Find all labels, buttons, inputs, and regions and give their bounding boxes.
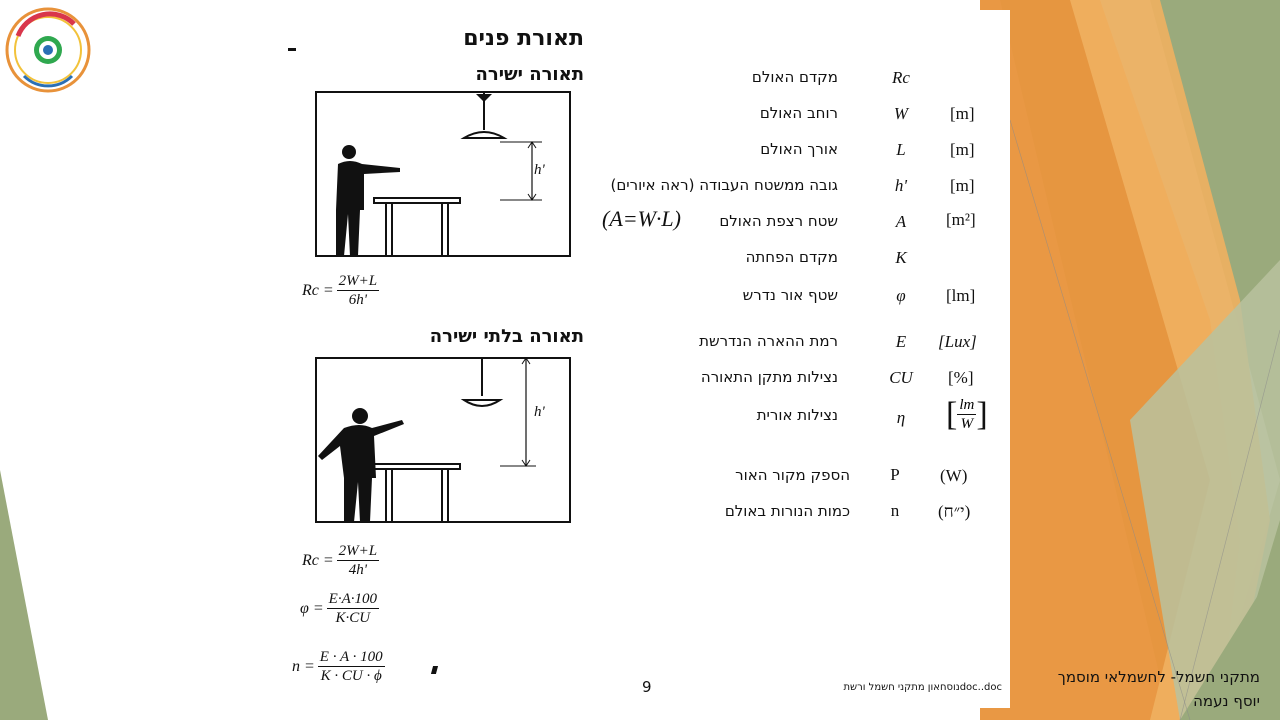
formula-rc-direct-lhs: Rc = xyxy=(302,281,334,299)
legend-symbol: φ xyxy=(896,286,906,305)
formula-phi-numerator: E·A·100 xyxy=(328,591,377,607)
formula-n-lhs: n = xyxy=(292,657,315,675)
formula-rc-indirect-denominator: 4h' xyxy=(348,562,368,578)
legend-table xyxy=(262,10,1010,708)
left-background-shapes xyxy=(0,0,262,720)
legend-unit: [m] xyxy=(950,104,975,123)
legend-symbol: E xyxy=(895,332,907,351)
legend-unit: [m] xyxy=(950,140,975,159)
legend-symbol: n xyxy=(890,501,900,520)
legend-label: אורך האולם xyxy=(760,140,838,158)
legend-symbol: Rc xyxy=(892,68,910,87)
formula-rc-direct-numerator: 2W+L xyxy=(338,273,378,289)
legend-label: כמות הנורות באולם xyxy=(724,502,850,520)
legend-label: שטח רצפת האולם xyxy=(719,212,838,230)
legend-unit-efficacy: [ $\frac{lm}{W}$ ] xyxy=(946,395,988,433)
formula-rc-indirect-numerator: 2W+L xyxy=(338,543,378,559)
legend-symbol: P xyxy=(890,465,900,484)
footer-author: יוסף נעמה xyxy=(1193,692,1260,710)
legend-label: רמת ההארה הנדרשת xyxy=(699,332,838,350)
page-number: 9 xyxy=(642,678,652,696)
legend-symbol: CU xyxy=(889,368,913,387)
legend-label: הספק מקור האור xyxy=(735,466,850,484)
legend-unit-denominator: W xyxy=(960,416,974,432)
legend-symbol: W xyxy=(893,104,909,123)
formula-phi-lhs: φ = xyxy=(300,599,324,617)
legend-label: מקדם הפחתה xyxy=(745,248,838,266)
indirect-h-label: h' xyxy=(534,404,545,420)
legend-unit: [m²] xyxy=(946,210,976,229)
legend-unit: (י״ח) xyxy=(938,502,971,521)
document-page xyxy=(262,10,1010,708)
company-logo xyxy=(4,6,92,94)
legend-label: גובה ממשטח העבודה (ראה איורים) xyxy=(610,176,838,194)
legend-area-formula: (A=W·L) xyxy=(602,206,681,231)
legend-unit: (W) xyxy=(940,466,968,485)
legend-symbol: A xyxy=(895,212,907,231)
legend-unit: [Lux] xyxy=(938,332,977,351)
formula-rc-direct-denominator: 6h' xyxy=(348,292,368,308)
legend-label: שטף אור נדרש xyxy=(742,286,838,304)
legend-unit-numerator: lm xyxy=(959,397,975,413)
legend-label: נצילות אורית xyxy=(756,406,838,424)
page-title: תאורת פנים xyxy=(463,26,584,51)
legend-symbol: L xyxy=(896,140,906,159)
section-direct-title: תאורה ישירה xyxy=(475,64,584,85)
right-background-shapes xyxy=(980,0,1280,720)
formula-n-numerator: E · A · 100 xyxy=(319,649,383,665)
file-name: doc..docנוסחאון מתקני חשמל ורשת xyxy=(843,682,1002,693)
section-indirect-title: תאורה בלתי ישירה xyxy=(429,326,584,347)
legend-symbol: η xyxy=(896,408,906,427)
formula-phi-denominator: K·CU xyxy=(335,610,371,626)
legend-unit: [%] xyxy=(948,368,974,387)
formula-rc-indirect-lhs: Rc = xyxy=(302,551,334,569)
legend-symbol: K xyxy=(895,248,907,267)
direct-h-label: h' xyxy=(534,162,545,178)
legend-label: מקדם האולם xyxy=(751,68,838,86)
legend-label: רוחב האולם xyxy=(759,104,838,122)
legend-unit: [lm] xyxy=(946,286,976,305)
legend-unit: [m] xyxy=(950,176,975,195)
footer-course: מתקני חשמל- לחשמלאי מוסמך xyxy=(1057,668,1260,686)
formula-n-denominator: K · CU · ϕ xyxy=(320,668,382,684)
legend-label: נצילות מתקן התאורה xyxy=(700,368,838,386)
legend-symbol: h' xyxy=(894,176,908,195)
